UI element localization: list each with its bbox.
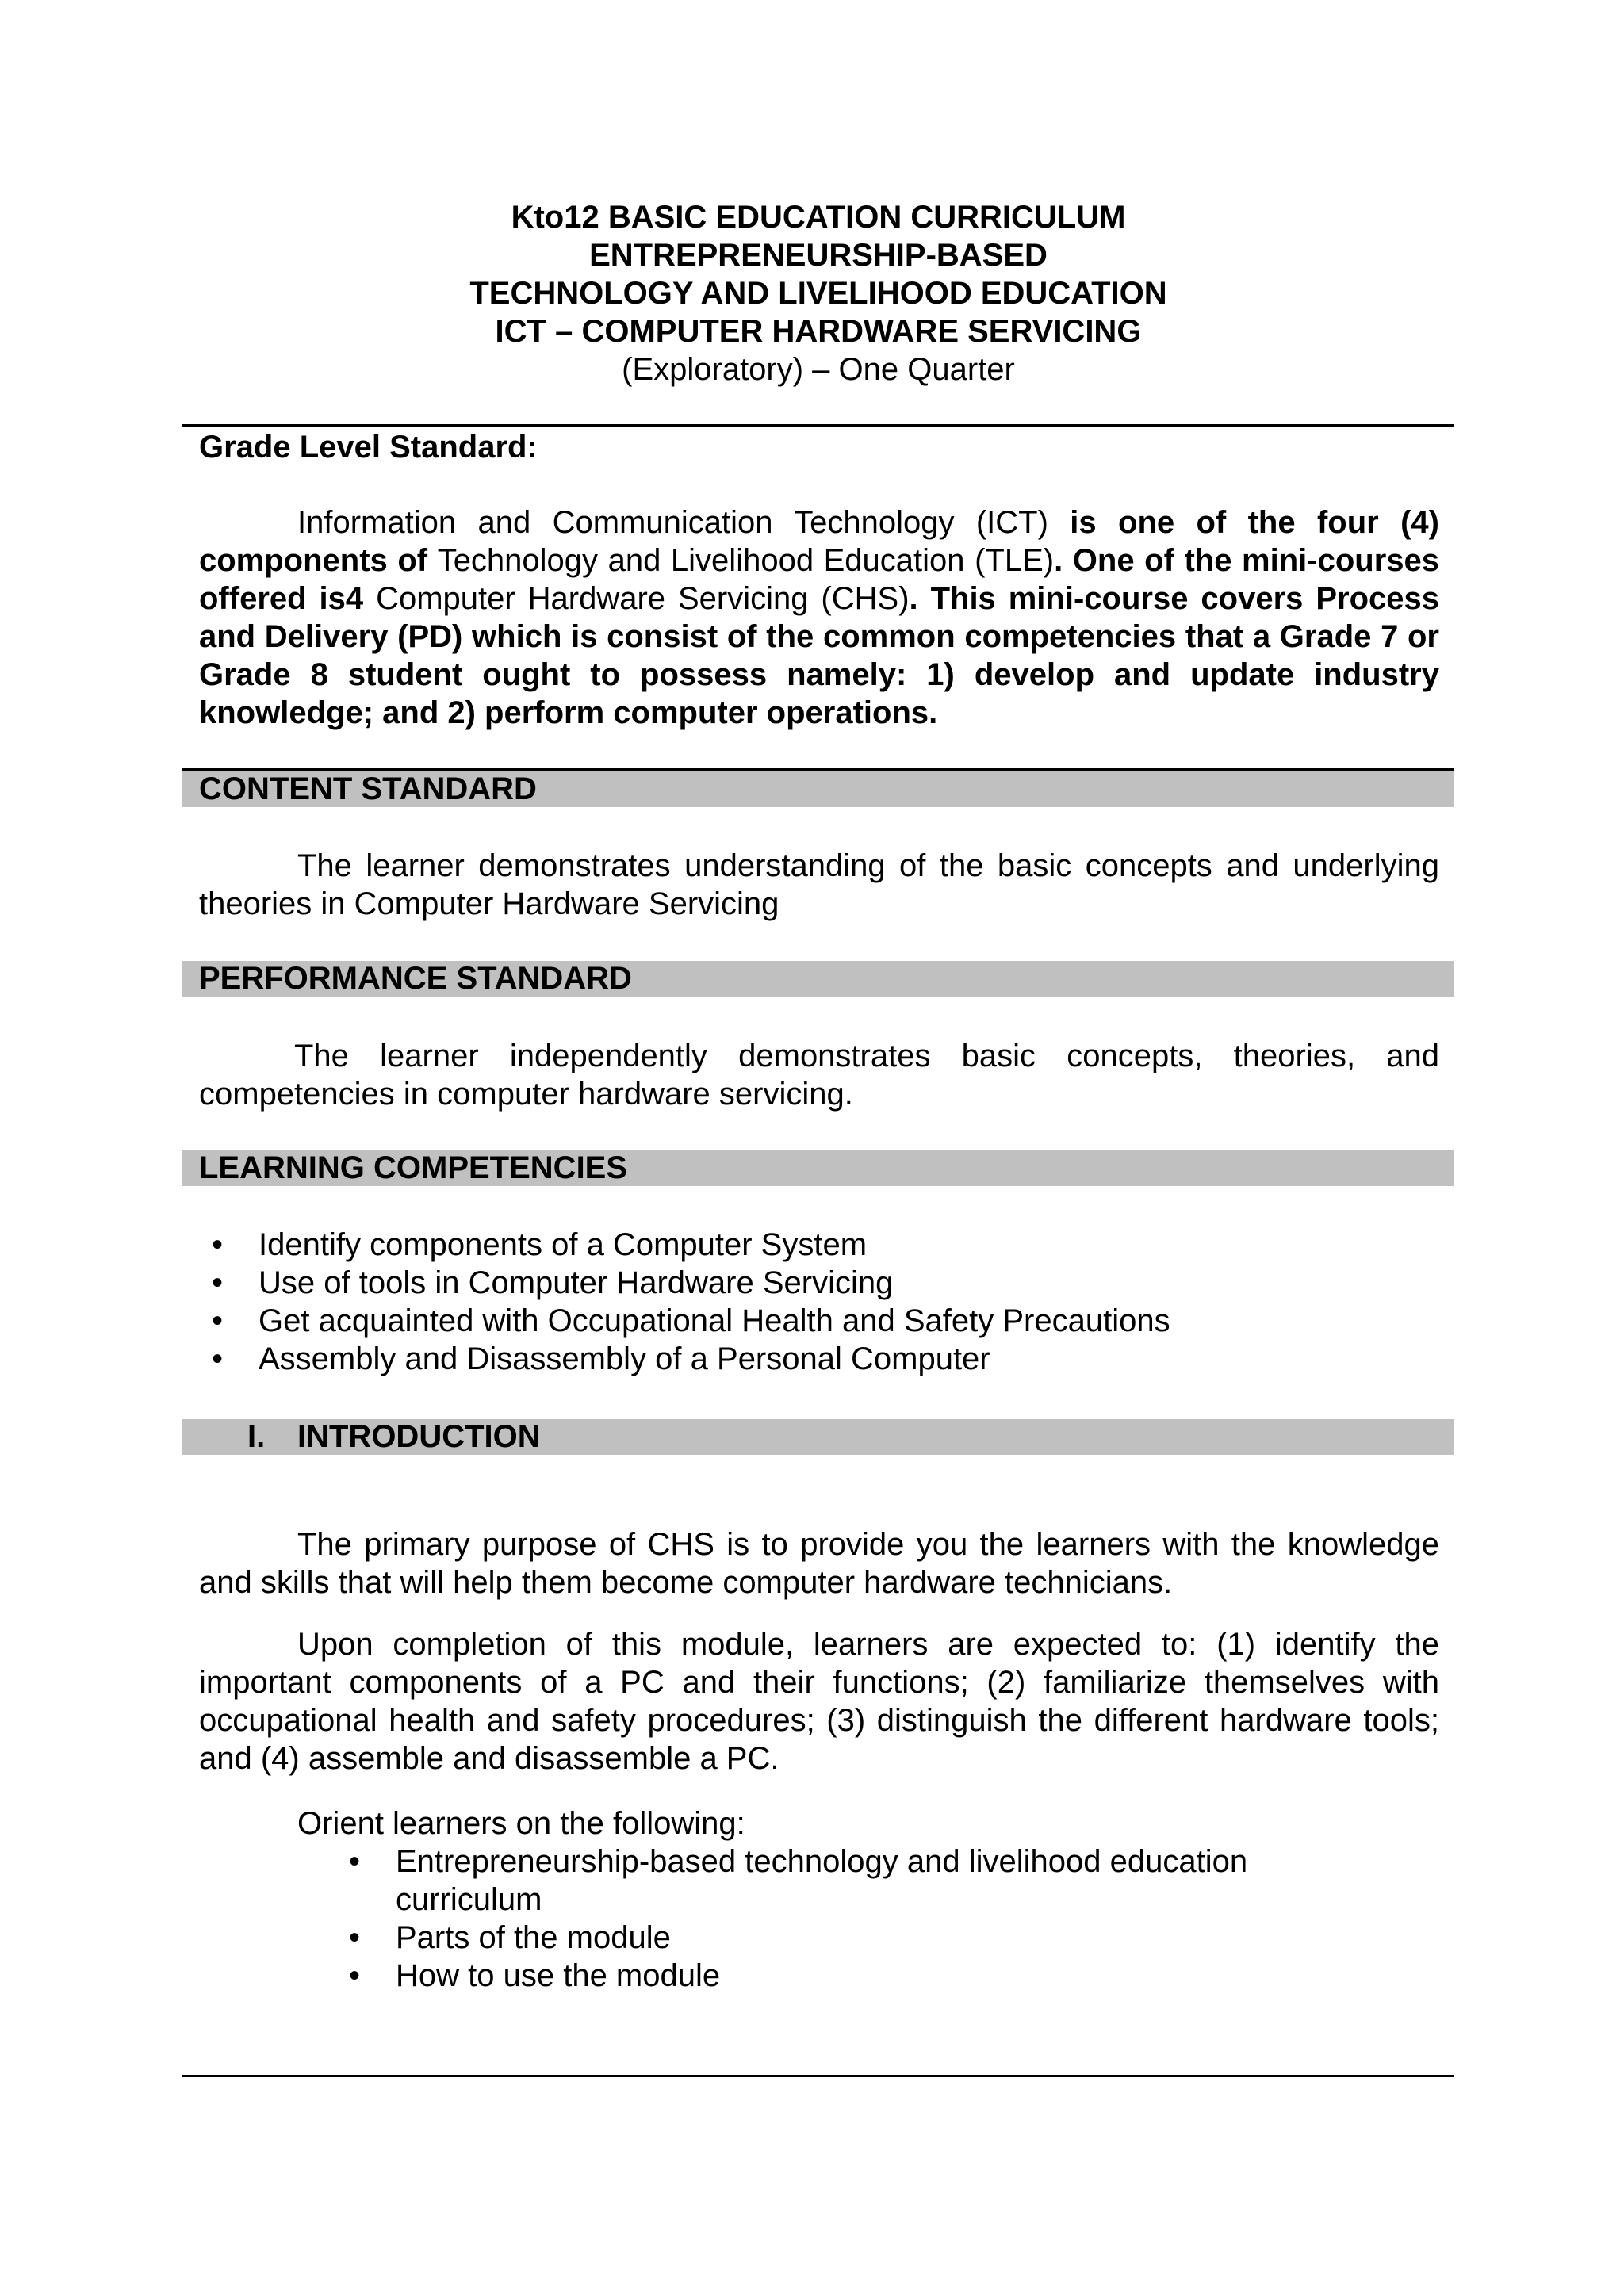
performance-standard-body: The learner independently demonstrates basic concepts, theories, and competencies in computer hardware servicing.	[199, 1039, 1439, 1112]
introduction-number: I.	[247, 1419, 266, 1454]
introduction-paragraph-2: Upon completion of this module, learners are expected to: (1) identify the important components of a PC and their functions; (2) familiarize themselves with occupational health and safety procedures; (3) distinguish the different hardware tools; and (4) assemble and disassemble a PC.	[199, 1627, 1439, 1776]
learning-competencies-heading: LEARNING COMPETENCIES	[199, 1150, 628, 1185]
grade-seg-1: Information and Communication Technology (ICT)	[297, 505, 1071, 540]
introduction-paragraph-1: The primary purpose of CHS is to provide you the learners with the knowledge and skills that will help them become computer hardware technicians.	[199, 1527, 1439, 1600]
performance-standard-text	[199, 1037, 1439, 1113]
grade-level-label: Grade Level Standard:	[199, 430, 538, 465]
bullet-icon: •	[212, 1227, 224, 1262]
content-standard-text	[199, 847, 1439, 923]
grade-seg-2: is one of the four (4) components of	[199, 505, 1439, 578]
grade-seg-4: . One of the mini-courses offered is4	[199, 543, 1439, 616]
performance-standard-bar	[182, 961, 1454, 997]
bullet-icon: •	[212, 1303, 224, 1338]
bullet-icon: •	[349, 1844, 361, 1879]
orient-label: Orient learners on the following:	[297, 1806, 745, 1841]
list-item: • Assembly and Disassembly of a Personal Computer	[212, 1341, 990, 1376]
list-item: • Get acquainted with Occupational Health and Safety Precautions	[212, 1303, 1170, 1338]
bullet-icon: •	[349, 1958, 361, 1993]
title-line-2: ENTREPRENEURSHIP-BASED	[589, 238, 1048, 273]
list-item: • Entrepreneurship-based technology and livelihood education curriculum	[349, 1844, 1248, 1917]
top-divider	[182, 424, 1454, 427]
grade-seg-3: Technology and Livelihood Education (TLE)	[437, 543, 1055, 578]
list-item: • How to use the module	[349, 1958, 721, 1993]
introduction-bar	[182, 1419, 1454, 1455]
introduction-heading: INTRODUCTION	[297, 1419, 541, 1454]
content-standard-divider	[182, 768, 1454, 771]
bullet-icon: •	[349, 1920, 361, 1955]
grade-level-paragraph	[199, 503, 1439, 732]
grade-seg-5: Computer Hardware Servicing (CHS)	[376, 581, 910, 616]
learning-competencies-list	[199, 1226, 1170, 1378]
title-line-4: ICT – COMPUTER HARDWARE SERVICING	[495, 314, 1142, 349]
performance-standard-heading: PERFORMANCE STANDARD	[199, 961, 632, 996]
bottom-divider	[182, 2075, 1454, 2077]
list-item: • Use of tools in Computer Hardware Servicing	[212, 1265, 894, 1300]
content-standard-body: The learner demonstrates understanding of the basic concepts and underlying theories in Computer Hardware Servicing	[199, 848, 1439, 921]
list-item: • Identify components of a Computer System	[212, 1227, 868, 1262]
document-title-block	[0, 198, 1624, 388]
content-standard-heading: CONTENT STANDARD	[199, 771, 537, 806]
title-line-1: Kto12 BASIC EDUCATION CURRICULUM	[511, 200, 1126, 235]
orient-list	[336, 1843, 1327, 1995]
content-standard-bar	[182, 771, 1454, 807]
bullet-icon: •	[212, 1265, 224, 1300]
learning-competencies-bar	[182, 1150, 1454, 1186]
list-item: • Parts of the module	[349, 1920, 671, 1955]
title-line-3: TECHNOLOGY AND LIVELIHOOD EDUCATION	[469, 276, 1167, 311]
bullet-icon: •	[212, 1341, 224, 1376]
grade-seg-6: . This mini-course covers Process and Delivery (PD) which is consist of the common competencies that a Grade 7 or Grade 8 student ought to possess namely: 1) develop and update industry knowledge; and 2) perform computer operations.	[199, 581, 1439, 730]
document-subtitle: (Exploratory) – One Quarter	[622, 352, 1015, 387]
